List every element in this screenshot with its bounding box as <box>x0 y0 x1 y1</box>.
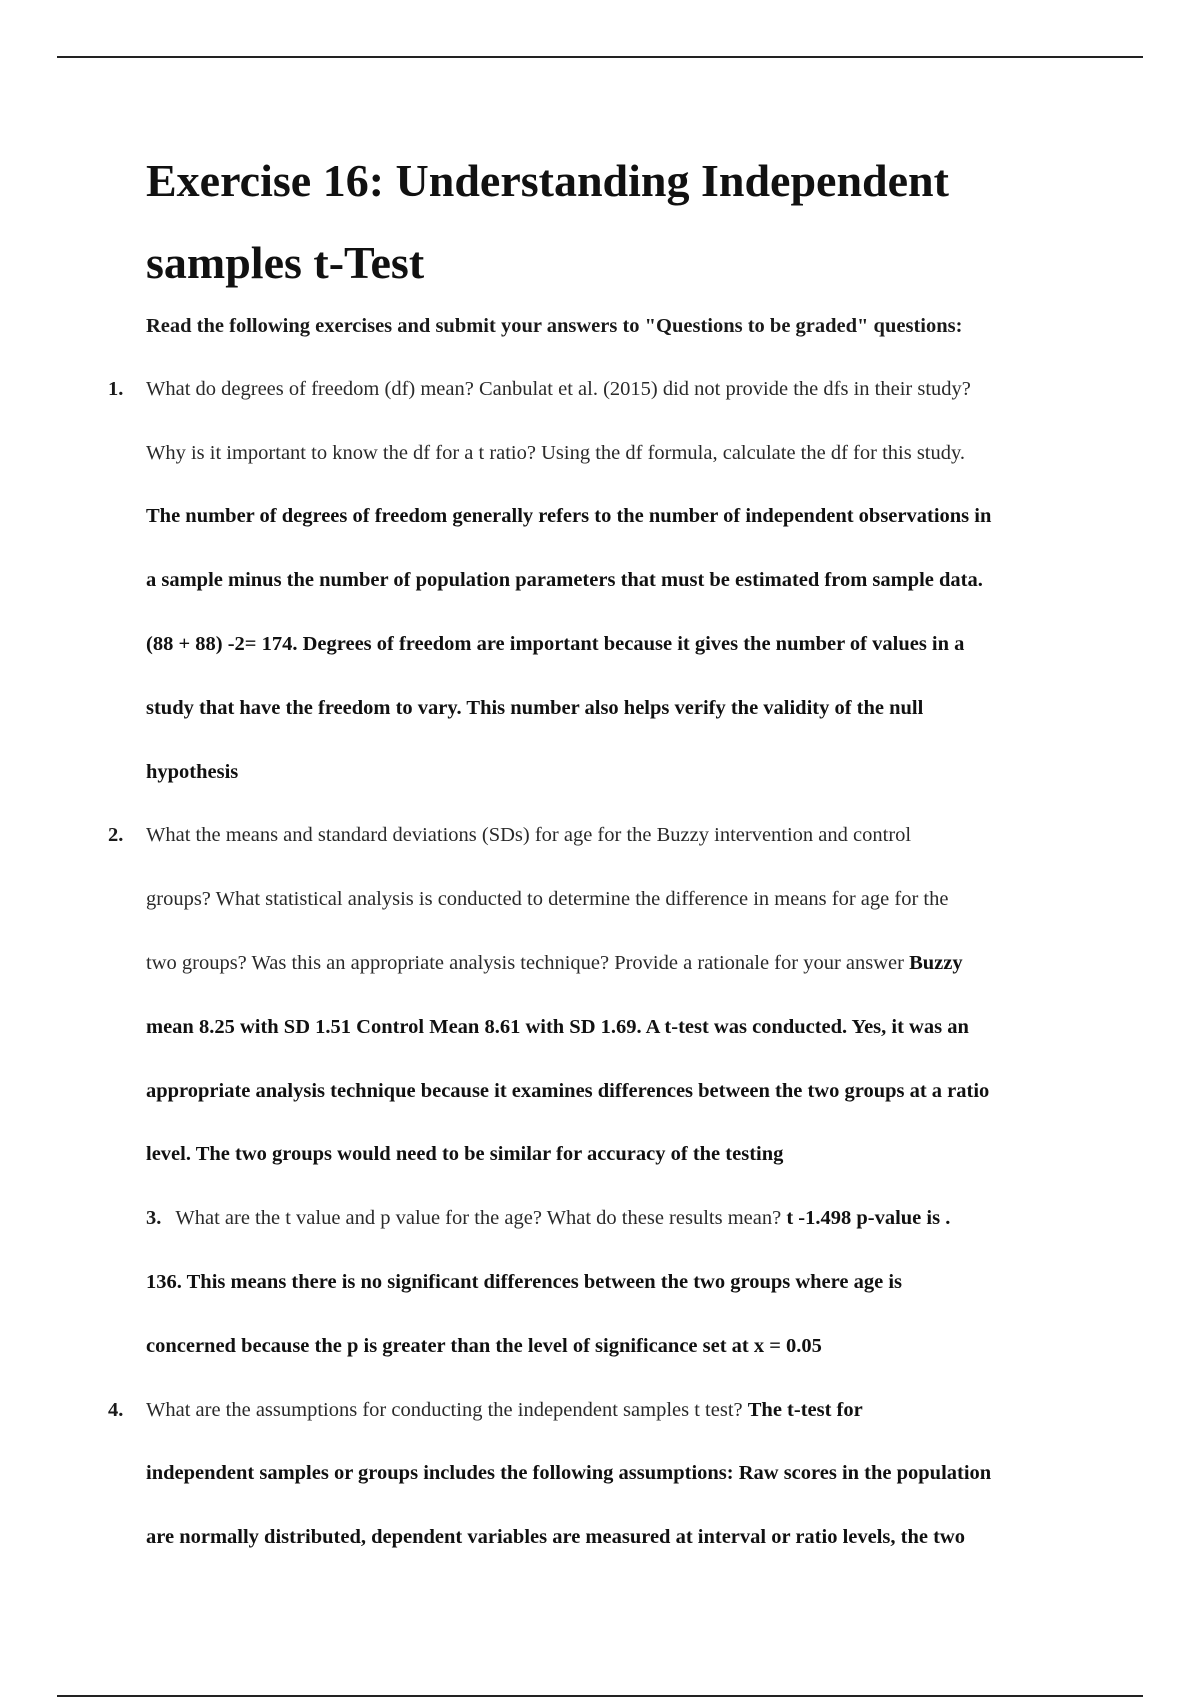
item-3-question-text: What are the t value and p value for the age? What do these results mean? <box>175 1207 782 1229</box>
item-1-answer-line-3: (88 + 88) -2= 174. Degrees of freedom are important because it gives the number of values in a <box>146 633 965 655</box>
item-4-answer-line-2: are normally distributed, dependent variables are measured at interval or ratio levels, the two <box>146 1526 965 1548</box>
item-2-question-text: two groups? Was this an appropriate analysis technique? Provide a rationale for your answer <box>146 952 904 974</box>
item-1-answer-line-2: a sample minus the number of population parameters that must be estimated from sample data. <box>146 569 983 591</box>
item-1-answer-line-4: study that have the freedom to vary. This number also helps verify the validity of the null <box>146 697 924 719</box>
item-4-number: 4. <box>108 1399 124 1421</box>
item-3-answer-line-1: 136. This means there is no significant differences between the two groups where age is <box>146 1271 903 1293</box>
item-2-number: 2. <box>108 824 124 846</box>
item-4-answer-line-1: independent samples or groups includes the following assumptions: Raw scores in the population <box>146 1462 992 1484</box>
instructions: Read the following exercises and submit your answers to "Questions to be graded" questions: <box>146 315 963 337</box>
item-3-answer-line-2: concerned because the p is greater than the level of significance set at x = 0.05 <box>146 1335 822 1357</box>
item-2-answer-line-1: mean 8.25 with SD 1.51 Control Mean 8.61 with SD 1.69. A t-test was conducted. Yes, it was an <box>146 1016 969 1038</box>
title-line-1: Exercise 16: Understanding Independent <box>146 155 949 206</box>
item-1-answer-line-5: hypothesis <box>146 761 239 783</box>
item-3-number: 3. <box>146 1207 162 1229</box>
item-4-answer-start: The t-test for <box>747 1399 863 1421</box>
item-3-answer-start: t -1.498 p-value is . <box>786 1207 951 1229</box>
item-4-question-text: What are the assumptions for conducting the independent samples t test? <box>146 1399 743 1421</box>
item-2-question-line-3 <box>146 950 963 976</box>
item-2-answer-start: Buzzy <box>909 952 963 974</box>
header-rule <box>57 56 1143 58</box>
item-1-question-line-1: What do degrees of freedom (df) mean? Canbulat et al. (2015) did not provide the dfs in their study? <box>146 378 971 400</box>
document-title <box>146 140 1106 304</box>
footer-rule <box>57 1695 1143 1697</box>
item-2-question-line-1: What the means and standard deviations (SDs) for age for the Buzzy intervention and control <box>146 824 912 846</box>
item-2-question-line-2: groups? What statistical analysis is conducted to determine the difference in means for age for the <box>146 888 949 910</box>
item-2-answer-line-2: appropriate analysis technique because it examines differences between the two groups at a ratio <box>146 1080 990 1102</box>
item-3-question-line <box>146 1205 950 1231</box>
item-1-number: 1. <box>108 378 124 400</box>
item-2-answer-line-3: level. The two groups would need to be similar for accuracy of the testing <box>146 1143 784 1165</box>
item-1-question-line-2: Why is it important to know the df for a t ratio? Using the df formula, calculate the df for this study. <box>146 442 966 464</box>
title-line-2: samples t-Test <box>146 237 425 288</box>
item-1-answer-line-1: The number of degrees of freedom generally refers to the number of independent observations in <box>146 505 992 527</box>
item-4-question-line <box>146 1397 863 1423</box>
